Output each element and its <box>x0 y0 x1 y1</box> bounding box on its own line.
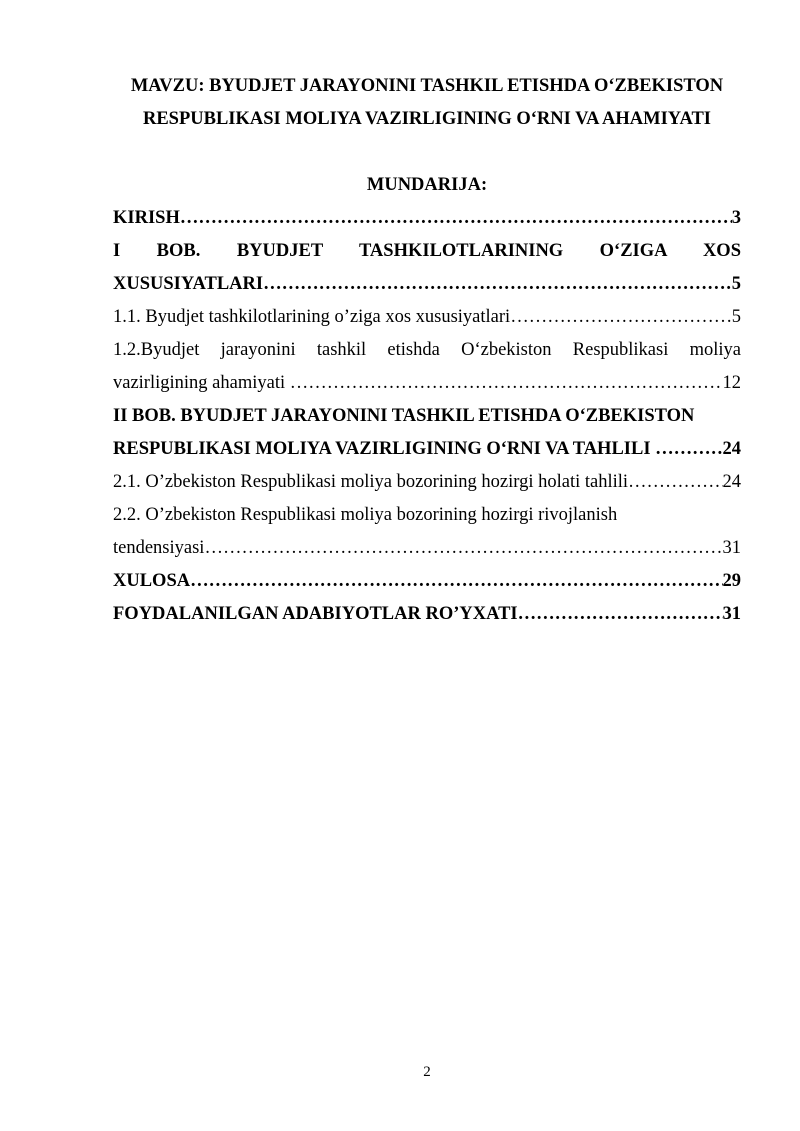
toc-entry-label: XUSUSIYATLARI <box>113 274 264 294</box>
toc-page-number: 24 <box>722 472 741 492</box>
dotted-leader <box>204 532 722 565</box>
toc-page-number: 3 <box>731 208 741 228</box>
toc-entry-adabiyotlar <box>113 598 741 631</box>
toc-page-number: 5 <box>731 307 741 327</box>
dotted-leader <box>263 268 732 301</box>
toc-entry-label: FOYDALANILGAN ADABIYOTLAR RO’YXATI <box>113 604 518 624</box>
toc-entry-chapter1-line1: I BOB. BYUDJET TASHKILOTLARINING OʻZIGA XOS <box>113 241 741 261</box>
toc-entry-2-2-line1: 2.2. O’zbekiston Respublikasi moliya bozorining hozirgi rivojlanish <box>113 505 618 525</box>
dotted-leader <box>180 202 732 235</box>
toc-entry-label: vazirligining ahamiyati <box>113 373 290 393</box>
toc-page-number: 31 <box>722 538 741 558</box>
toc-entry-chapter2-line1: II BOB. BYUDJET JARAYONINI TASHKIL ETISHDA OʻZBEKISTON <box>113 406 695 426</box>
dotted-leader <box>510 301 732 334</box>
toc-entry-label: tendensiyasi <box>113 538 205 558</box>
toc-entry-label: 1.1. Byudjet tashkilotlarining o’ziga xos xususiyatlari <box>113 307 511 327</box>
toc-page-number: 29 <box>722 571 741 591</box>
dotted-leader <box>655 433 722 466</box>
toc-entry-xulosa <box>113 565 741 598</box>
toc-entry-1-2-line1: 1.2.Byudjet jarayonini tashkil etishda Oʻzbekiston Respublikasi moliya <box>113 340 741 360</box>
footer-page-number: 2 <box>423 1064 431 1080</box>
toc-entry-kirish <box>113 202 741 235</box>
toc-entry-label: XULOSA <box>113 571 191 591</box>
toc-entry-chapter2-line2 <box>113 433 741 466</box>
toc-entry-1-2-line2 <box>113 367 741 400</box>
toc-entry-1-1 <box>113 301 741 334</box>
toc-entry-label: KIRISH <box>113 208 180 228</box>
dotted-leader <box>628 466 722 499</box>
contents-heading: MUNDARIJA: <box>366 175 488 195</box>
toc-entry-label: RESPUBLIKASI MOLIYA VAZIRLIGINING OʻRNI VA TAHLILI <box>113 439 656 459</box>
toc-page-number: 12 <box>722 373 741 393</box>
doc-title-line-2: RESPUBLIKASI MOLIYA VAZIRLIGINING OʻRNI VA AHAMIYATI <box>142 109 711 129</box>
toc-page-number: 5 <box>731 274 741 294</box>
dotted-leader <box>290 367 723 400</box>
dotted-leader <box>518 598 723 631</box>
doc-title <box>113 70 741 136</box>
toc-entry-2-2-line2 <box>113 532 741 565</box>
toc-entry-chapter1-line2 <box>113 268 741 301</box>
toc-page-number: 24 <box>722 439 741 459</box>
toc-page-number: 31 <box>722 604 741 624</box>
doc-title-line-1: MAVZU: BYUDJET JARAYONINI TASHKIL ETISHDA OʻZBEKISTON <box>130 76 724 96</box>
toc-entry-2-1 <box>113 466 741 499</box>
table-of-contents <box>113 202 741 631</box>
toc-entry-label: 2.1. O’zbekiston Respublikasi moliya bozorining hozirgi holati tahlili <box>113 472 629 492</box>
dotted-leader <box>190 565 722 598</box>
blank-line <box>113 136 741 169</box>
page-content <box>113 70 741 631</box>
